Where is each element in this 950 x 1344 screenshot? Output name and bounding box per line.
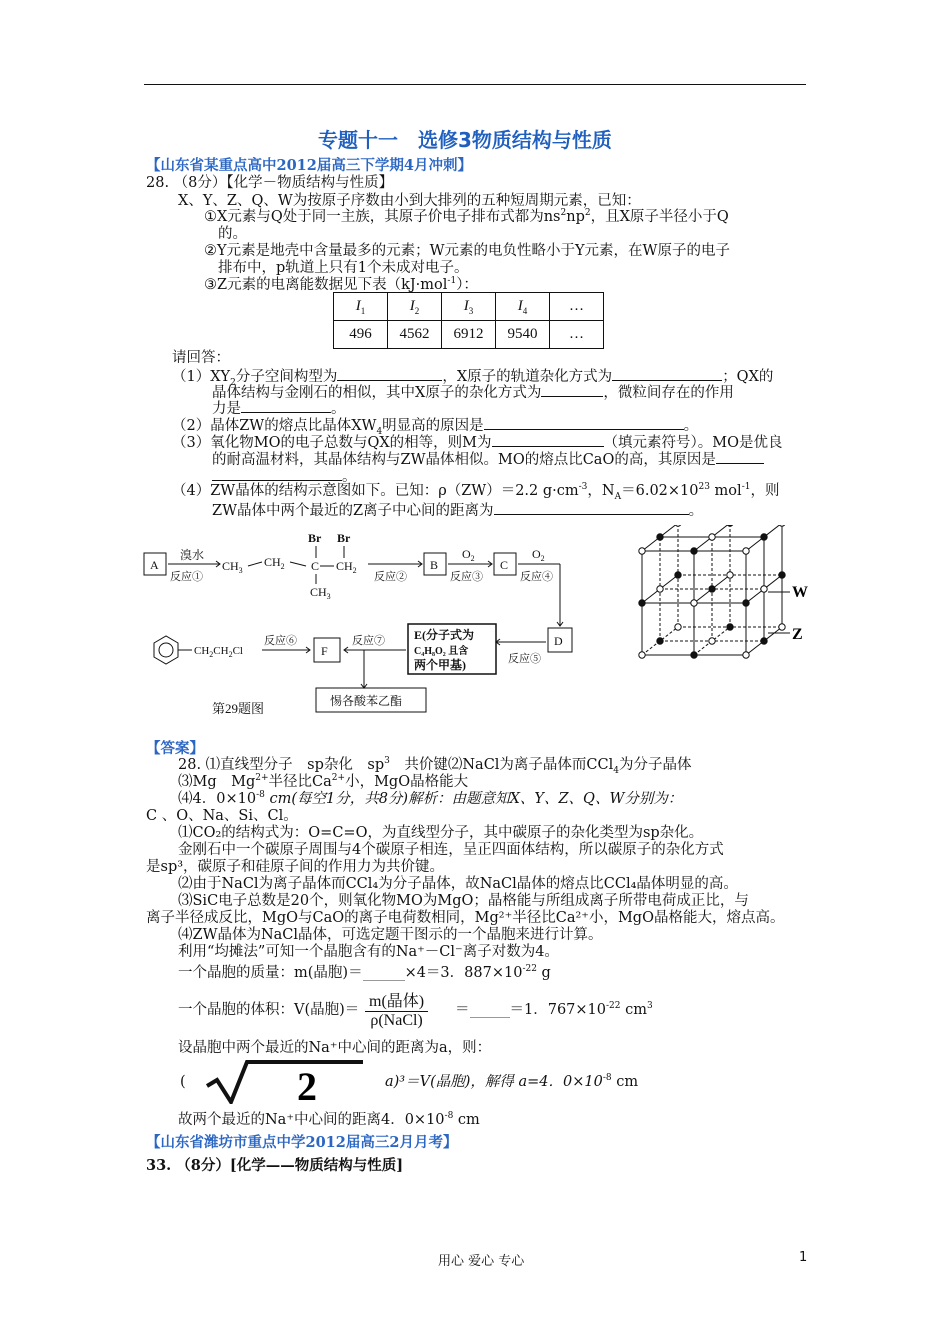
bond (290, 562, 306, 566)
answer-blank (612, 366, 722, 381)
answer-line-13: 一个晶胞的质量：m(晶胞)＝ ×4＝3．$887\times 10^{-22}$ g (178, 964, 551, 981)
q28-condition-3: ③Z元素的电离能数据见下表（kJ·mol$^{-1}$）： (204, 276, 478, 293)
w-ion (727, 572, 733, 578)
header-rule (144, 84, 806, 85)
label-br-1: Br (308, 531, 322, 545)
label-b: B (430, 558, 439, 572)
answer-blank (716, 449, 764, 464)
q33-head: 33. （8分）[化学——物质结构与性质] (146, 1157, 404, 1174)
sqrt-2-graphic (205, 1058, 365, 1104)
w-ion (743, 548, 749, 554)
label-benzyl-chain: $CH_2CH_2Cl$ (194, 645, 243, 659)
z-ion (675, 572, 681, 578)
z-ion (639, 600, 645, 606)
crystal-structure-diagram (630, 525, 820, 685)
benzene-ring (154, 636, 178, 664)
table-cell: $I_1$ (334, 293, 388, 321)
label-z: Z (792, 626, 803, 643)
answer-line-2: ⑶Mg $Mg^{2+}$半径比$Ca^{2+}$小，MgO晶格能大 (178, 773, 469, 790)
z-ion (779, 572, 785, 578)
w-ion (675, 624, 681, 630)
label-e-2: C₄H₈O₂ 且含 (414, 646, 469, 657)
fraction-denominator: ρ(NaCl) (370, 1012, 423, 1029)
table-cell: … (550, 321, 604, 349)
w-ion (761, 586, 767, 592)
z-ion (727, 525, 733, 526)
table-cell: 6912 (442, 321, 496, 349)
q28-part-4: （4）ZW晶体的结构示意图如下。已知：ρ（ZW）＝2.2 $g\cdot cm^{-3}$，$N_A=6.02\times 10^{23}$ mol$^{-1}$，则 (172, 482, 780, 502)
q28-condition-2-cont: 排布中，p轨道上只有1个未成对电子。 (218, 260, 469, 276)
label-r5: 反应⑤ (508, 653, 541, 665)
z-ion (709, 586, 715, 592)
label-product: 惕各酸苯乙酯 (330, 694, 403, 708)
reaction-scheme (140, 528, 610, 728)
small-fraction (363, 966, 405, 981)
page-title: 专题十一 选修3物质结构与性质 (318, 128, 612, 152)
table-cell: $I_2$ (388, 293, 442, 321)
answer-line-7: 是sp³，碳原子和硅原子间的作用力为共价键。 (146, 859, 445, 875)
answer-line-9: ⑶SiC电子总数是20个，则氧化物MO为MgO；晶格能与所组成离子所带电荷成正比，与 (178, 893, 749, 909)
label-f: F (321, 644, 328, 658)
source-heading-2: 【山东省潍坊市重点中学2012届高三2月月考】 (146, 1134, 458, 1151)
table-cell: 4562 (388, 321, 442, 349)
q28-condition-2: ②Y元素是地壳中含量最多的元素；W元素的电负性略小于Y元素，在W原子的电子 (204, 243, 730, 259)
z-ion (761, 638, 767, 644)
answer-blank (241, 398, 331, 413)
table-cell: $I_3$ (442, 293, 496, 321)
answer-line-16: a)³＝V(晶胞)，解得 a=4．$0\times 10^{-8}$ cm (385, 1073, 639, 1090)
q28-part-3: （3）氧化物MO的电子总数与QX的相等，则M为 （填元素符号）。MO是优良 (172, 432, 783, 452)
label-c-box: C (500, 558, 509, 572)
q28-part-2: （2）晶体ZW的熔点比晶体$XW_4$明显高的原因是 。 (172, 415, 698, 435)
z-ion (657, 534, 663, 540)
answer-line-16-open: ( (180, 1074, 186, 1090)
w-ion (779, 624, 785, 630)
label-r2: 反应② (374, 571, 407, 583)
w-ion (743, 652, 749, 658)
label-ch3-bottom: $CH_3$ (310, 585, 331, 601)
answer-line-6: 金刚石中一个碳原子周围与4个碳原子相连，呈正四面体结构，所以碳原子的杂化方式 (178, 842, 724, 858)
answer-blank (494, 500, 689, 515)
w-ion (675, 525, 681, 526)
z-ion (743, 600, 749, 606)
table-header-row (334, 293, 604, 321)
label-d: D (554, 634, 563, 648)
answer-label: 【答案】 (146, 740, 204, 757)
source-heading-1: 【山东省某重点高中2012届高三下学期4月冲刺】 (146, 157, 472, 174)
answer-line-1: 28. ⑴直线型分子 sp杂化 $sp^3$ 共价键⑵NaCl为离子晶体而CCl$_4$为分子晶体 (178, 756, 692, 776)
label-w: W (792, 584, 808, 601)
answer-blank (484, 415, 684, 430)
w-ion (691, 600, 697, 606)
q28-part-1-cont: 晶体结构与金刚石的相似，其中X原子的杂化方式为 ，微粒间存在的作用 (212, 382, 734, 402)
label-o2-2: $O_2$ (532, 547, 545, 563)
q28-part-3-cont: 的耐高温材料，其晶体结构与ZW晶体相似。MO的熔点比CaO的高，其原因是 (212, 449, 764, 469)
table-cell: 496 (334, 321, 388, 349)
answer-line-17: 故两个最近的Na⁺中心间的距离4．$0\times 10^{-8}$ cm (178, 1111, 480, 1128)
q28-part-1: $(1)XY_2$分子空间构型为 ，X原子的轨道杂化方式为 ；QX的 (172, 366, 773, 386)
label-o2-1: $O_2$ (462, 547, 475, 563)
answer-line-14-tail: ＝ ＝1．$767\times 10^{-22}$ $cm^3$ (455, 1001, 653, 1018)
answer-line-11: ⑷ZW晶体为NaCl晶体，可选定题干图示的一个晶胞来进行计算。 (178, 927, 603, 943)
z-ion (691, 652, 697, 658)
label-a: A (150, 558, 159, 572)
label-r1: 反应① (170, 571, 203, 583)
volume-fraction (365, 988, 428, 1030)
table-cell: 9540 (496, 321, 550, 349)
z-ion (691, 548, 697, 554)
q28-part-3-end: 。 (212, 466, 357, 486)
table-cell: … (550, 293, 604, 321)
q28-condition-1-cont: 的。 (218, 226, 247, 242)
q28-intro: X、Y、Z、Q、W为按原子序数由小到大排列的五种短周期元素，已知： (178, 193, 641, 209)
w-ion (779, 525, 785, 526)
answer-blank (492, 432, 604, 447)
footer-page-number: 1 (799, 1250, 808, 1265)
label-ch2: $CH_2$ (264, 555, 285, 571)
q28-head: 28. （8分）【化学－物质结构与性质】 (146, 175, 394, 191)
figure-caption: 第29题图 (212, 701, 265, 716)
answer-blank (337, 366, 442, 381)
label-e-3: 两个甲基) (414, 658, 466, 672)
label-r7: 反应⑦ (352, 635, 385, 647)
label-ch2-right: $CH_2$ (336, 559, 357, 575)
w-ion (709, 638, 715, 644)
label-c: C (311, 559, 320, 573)
z-ion (657, 638, 663, 644)
footer-center: 用心 爱心 专心 (438, 1254, 525, 1269)
answer-line-4: C 、O、Na、Si、Cl。 (146, 808, 298, 824)
q28-part-1-cont2: 力是 。 (212, 398, 346, 418)
z-ion (727, 624, 733, 630)
q28-ask: 请回答： (172, 350, 230, 366)
small-fraction (470, 1003, 510, 1018)
answer-blank (212, 466, 342, 481)
bond (248, 562, 262, 566)
w-ion (657, 586, 663, 592)
answer-line-15: 设晶胞中两个最近的Na⁺中心间的距离为a，则： (178, 1040, 492, 1056)
answer-blank (541, 382, 603, 397)
answer-line-12: 利用“均摊法”可知一个晶胞含有的Na⁺－Cl⁻离子对数为4。 (178, 944, 559, 960)
q28-part-4-cont: ZW晶体中两个最近的Z离子中心间的距离为 。 (212, 500, 703, 520)
answer-line-8: ⑵由于NaCl为离子晶体而CCl₄为分子晶体，故NaCl晶体的熔点比CCl₄晶体明显的高。 (178, 876, 738, 892)
label-r4: 反应④ (520, 571, 553, 583)
answer-line-14: 一个晶胞的体积：V(晶胞)＝ (178, 1002, 360, 1018)
label-r6: 反应⑥ (264, 635, 297, 647)
label-e-1: E(分子式为 (414, 628, 475, 642)
label-ch3-left: $CH_3$ (222, 559, 243, 575)
ionization-energy-table (333, 292, 604, 349)
q28-condition-1: ①X元素与Q处于同一主族，其原子价电子排布式都为$ns^2np^2$，且X原子半径小于Q (204, 208, 729, 225)
table-row (334, 321, 604, 349)
sqrt-digit: 2 (297, 1064, 317, 1104)
label-br-2: Br (337, 531, 351, 545)
benzene-circle (159, 643, 173, 657)
label-br-water: 溴水 (180, 548, 205, 562)
label-r3: 反应③ (450, 571, 483, 583)
w-ion (639, 652, 645, 658)
w-ion (709, 534, 715, 540)
answer-line-10: 离子半径成反比，MgO与CaO的离子电荷数相同，Mg²⁺半径比Ca²⁺小，MgO晶格能大，熔点高。 (146, 910, 785, 926)
table-cell: $I_4$ (496, 293, 550, 321)
answer-line-5: ⑴CO₂的结构式为：O=C=O，为直线型分子，其中碳原子的杂化类型为sp杂化。 (178, 825, 704, 841)
w-ion (639, 548, 645, 554)
fraction-numerator: m(晶体) (369, 993, 425, 1010)
z-ion (761, 534, 767, 540)
answer-line-3: ⑷4．$0\times 10^{-8}$ cm(每空1分，共8分)解析：由题意知X、Y、Z、Q、W分别为： (178, 790, 683, 807)
